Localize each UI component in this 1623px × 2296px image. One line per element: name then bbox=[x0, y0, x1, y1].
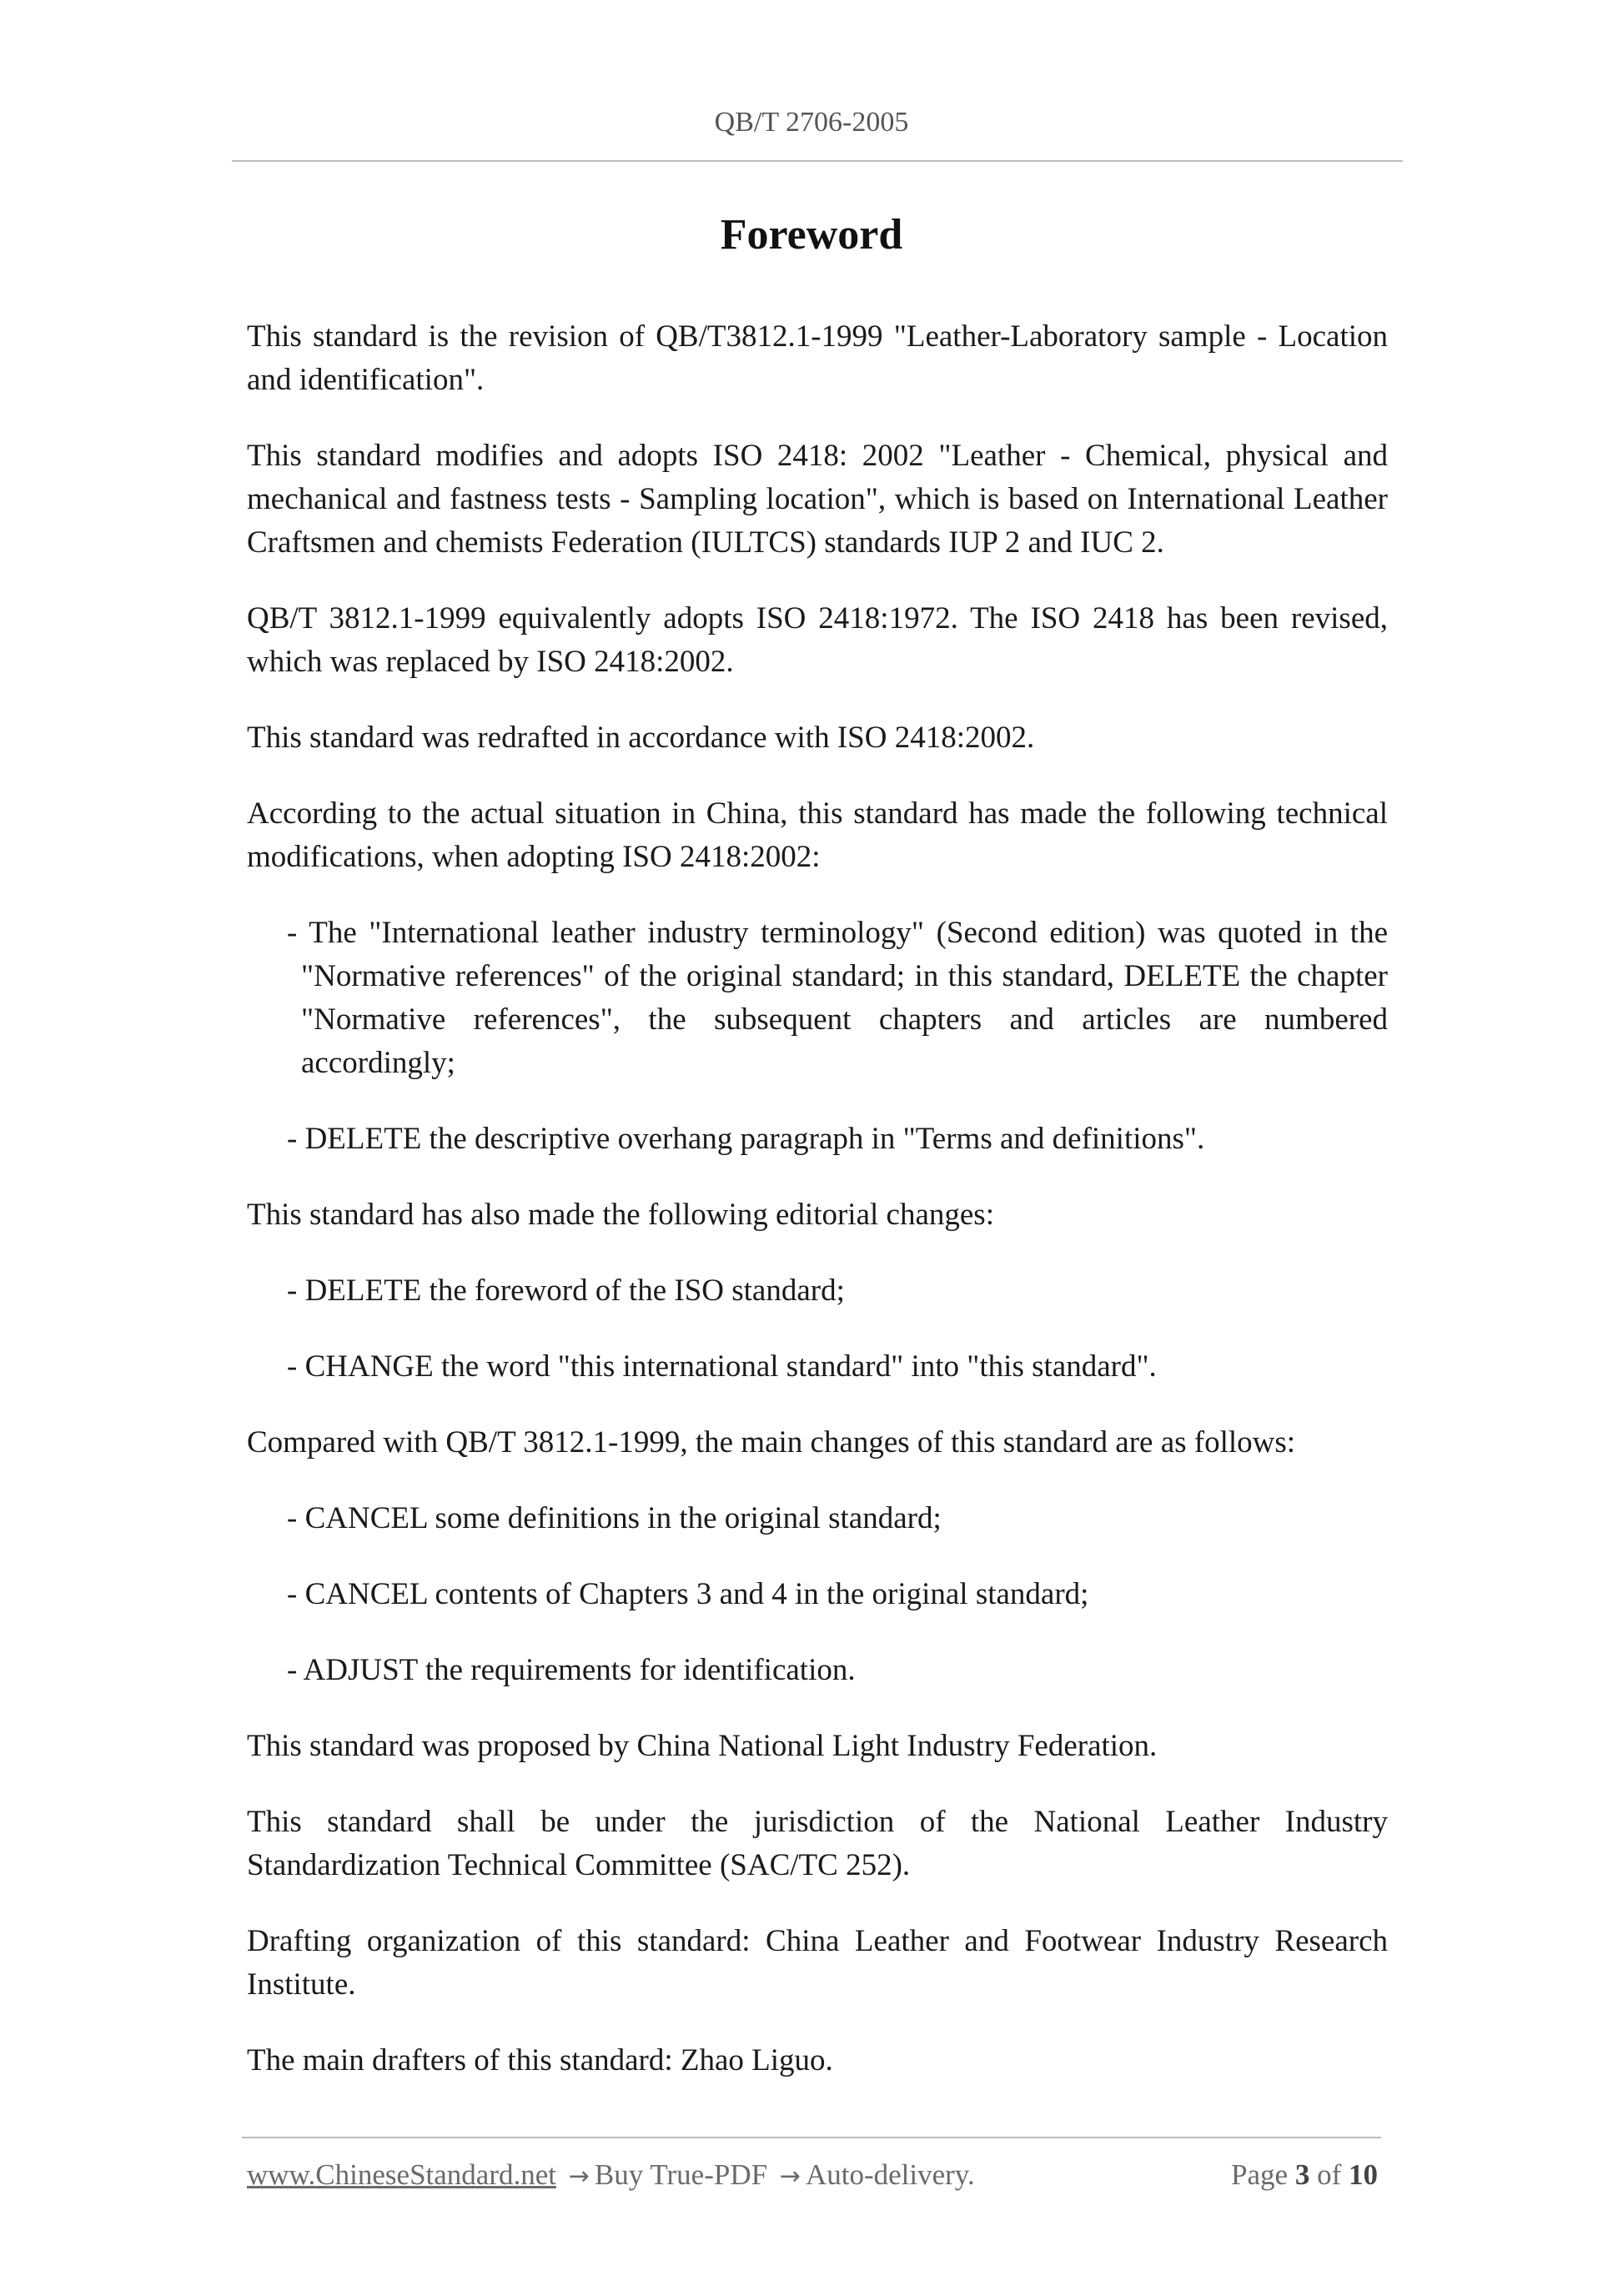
page-current: 3 bbox=[1294, 2158, 1310, 2191]
paragraph-jurisdiction: This standard shall be under the jurisdiction of the National Leather Industry Standardization Technical Committee (SAC/TC 252). bbox=[247, 1805, 1388, 1882]
paragraph-redrafted: This standard was redrafted in accordance with ISO 2418:2002. bbox=[247, 721, 1035, 755]
website-link[interactable]: www.ChineseStandard.net bbox=[247, 2158, 556, 2191]
paragraph-drafters: The main drafters of this standard: Zhao Liguo. bbox=[247, 2043, 833, 2077]
of-word: of bbox=[1317, 2158, 1342, 2191]
paragraph-revision: This standard is the revision of QB/T3812.1-1999 "Leather-Laboratory sample - Location and identification". bbox=[247, 319, 1388, 397]
page-title: Foreword bbox=[720, 211, 903, 259]
list-item-main-change: - ADJUST the requirements for identification. bbox=[287, 1653, 856, 1687]
paragraph-adoption: This standard modifies and adopts ISO 2418: 2002 "Leather - Chemical, physical and mechanical and fastness tests - Sampling location", which is based on International Leather Craftsmen and chemists Federation (IULTCS) standards IUP 2 and IUC 2. bbox=[247, 439, 1388, 560]
arrow-right-icon: → bbox=[568, 2162, 590, 2191]
header-divider bbox=[232, 160, 1403, 162]
paragraph-compare-intro: Compared with QB/T 3812.1-1999, the main changes of this standard are as follows: bbox=[247, 1425, 1296, 1459]
buy-true-pdf-text: Buy True-PDF bbox=[594, 2158, 768, 2191]
page-word: Page bbox=[1231, 2158, 1289, 2191]
footer-promo bbox=[247, 2158, 975, 2192]
paragraph-drafting-org: Drafting organization of this standard: China Leather and Footwear Industry Research Institute. bbox=[247, 1924, 1388, 2002]
paragraph-proposed-by: This standard was proposed by China National Light Industry Federation. bbox=[247, 1729, 1158, 1763]
page-total: 10 bbox=[1349, 2158, 1378, 2191]
auto-delivery-text: Auto-delivery. bbox=[805, 2158, 975, 2191]
list-item-main-change: - CANCEL some definitions in the original standard; bbox=[287, 1501, 942, 1535]
list-item-technical-mod: - The "International leather industry terminology" (Second edition) was quoted in the "Normative references" of the original standard; in this standard, DELETE the chapter "Normative references", the subsequent chapters and articles are numbered accordingly; bbox=[287, 916, 1388, 1080]
list-item-technical-mod: - DELETE the descriptive overhang paragraph in "Terms and definitions". bbox=[287, 1122, 1205, 1156]
list-item-editorial-change: - DELETE the foreword of the ISO standard; bbox=[287, 1274, 845, 1308]
paragraph-technical-intro: According to the actual situation in China, this standard has made the following technical modifications, when adopting ISO 2418:2002: bbox=[247, 796, 1388, 874]
paragraph-editorial-intro: This standard has also made the following editorial changes: bbox=[247, 1198, 994, 1232]
list-item-main-change: - CANCEL contents of Chapters 3 and 4 in the original standard; bbox=[287, 1577, 1089, 1611]
foreword-body bbox=[247, 315, 1388, 2115]
paragraph-equivalence: QB/T 3812.1-1999 equivalently adopts ISO 2418:1972. The ISO 2418 has been revised, which was replaced by ISO 2418:2002. bbox=[247, 601, 1388, 679]
arrow-right-icon: → bbox=[779, 2162, 801, 2191]
list-item-editorial-change: - CHANGE the word "this international standard" into "this standard". bbox=[287, 1349, 1157, 1384]
footer-divider bbox=[242, 2137, 1381, 2138]
page-indicator bbox=[1231, 2158, 1378, 2192]
page-header-doc-code: QB/T 2706-2005 bbox=[714, 107, 909, 138]
